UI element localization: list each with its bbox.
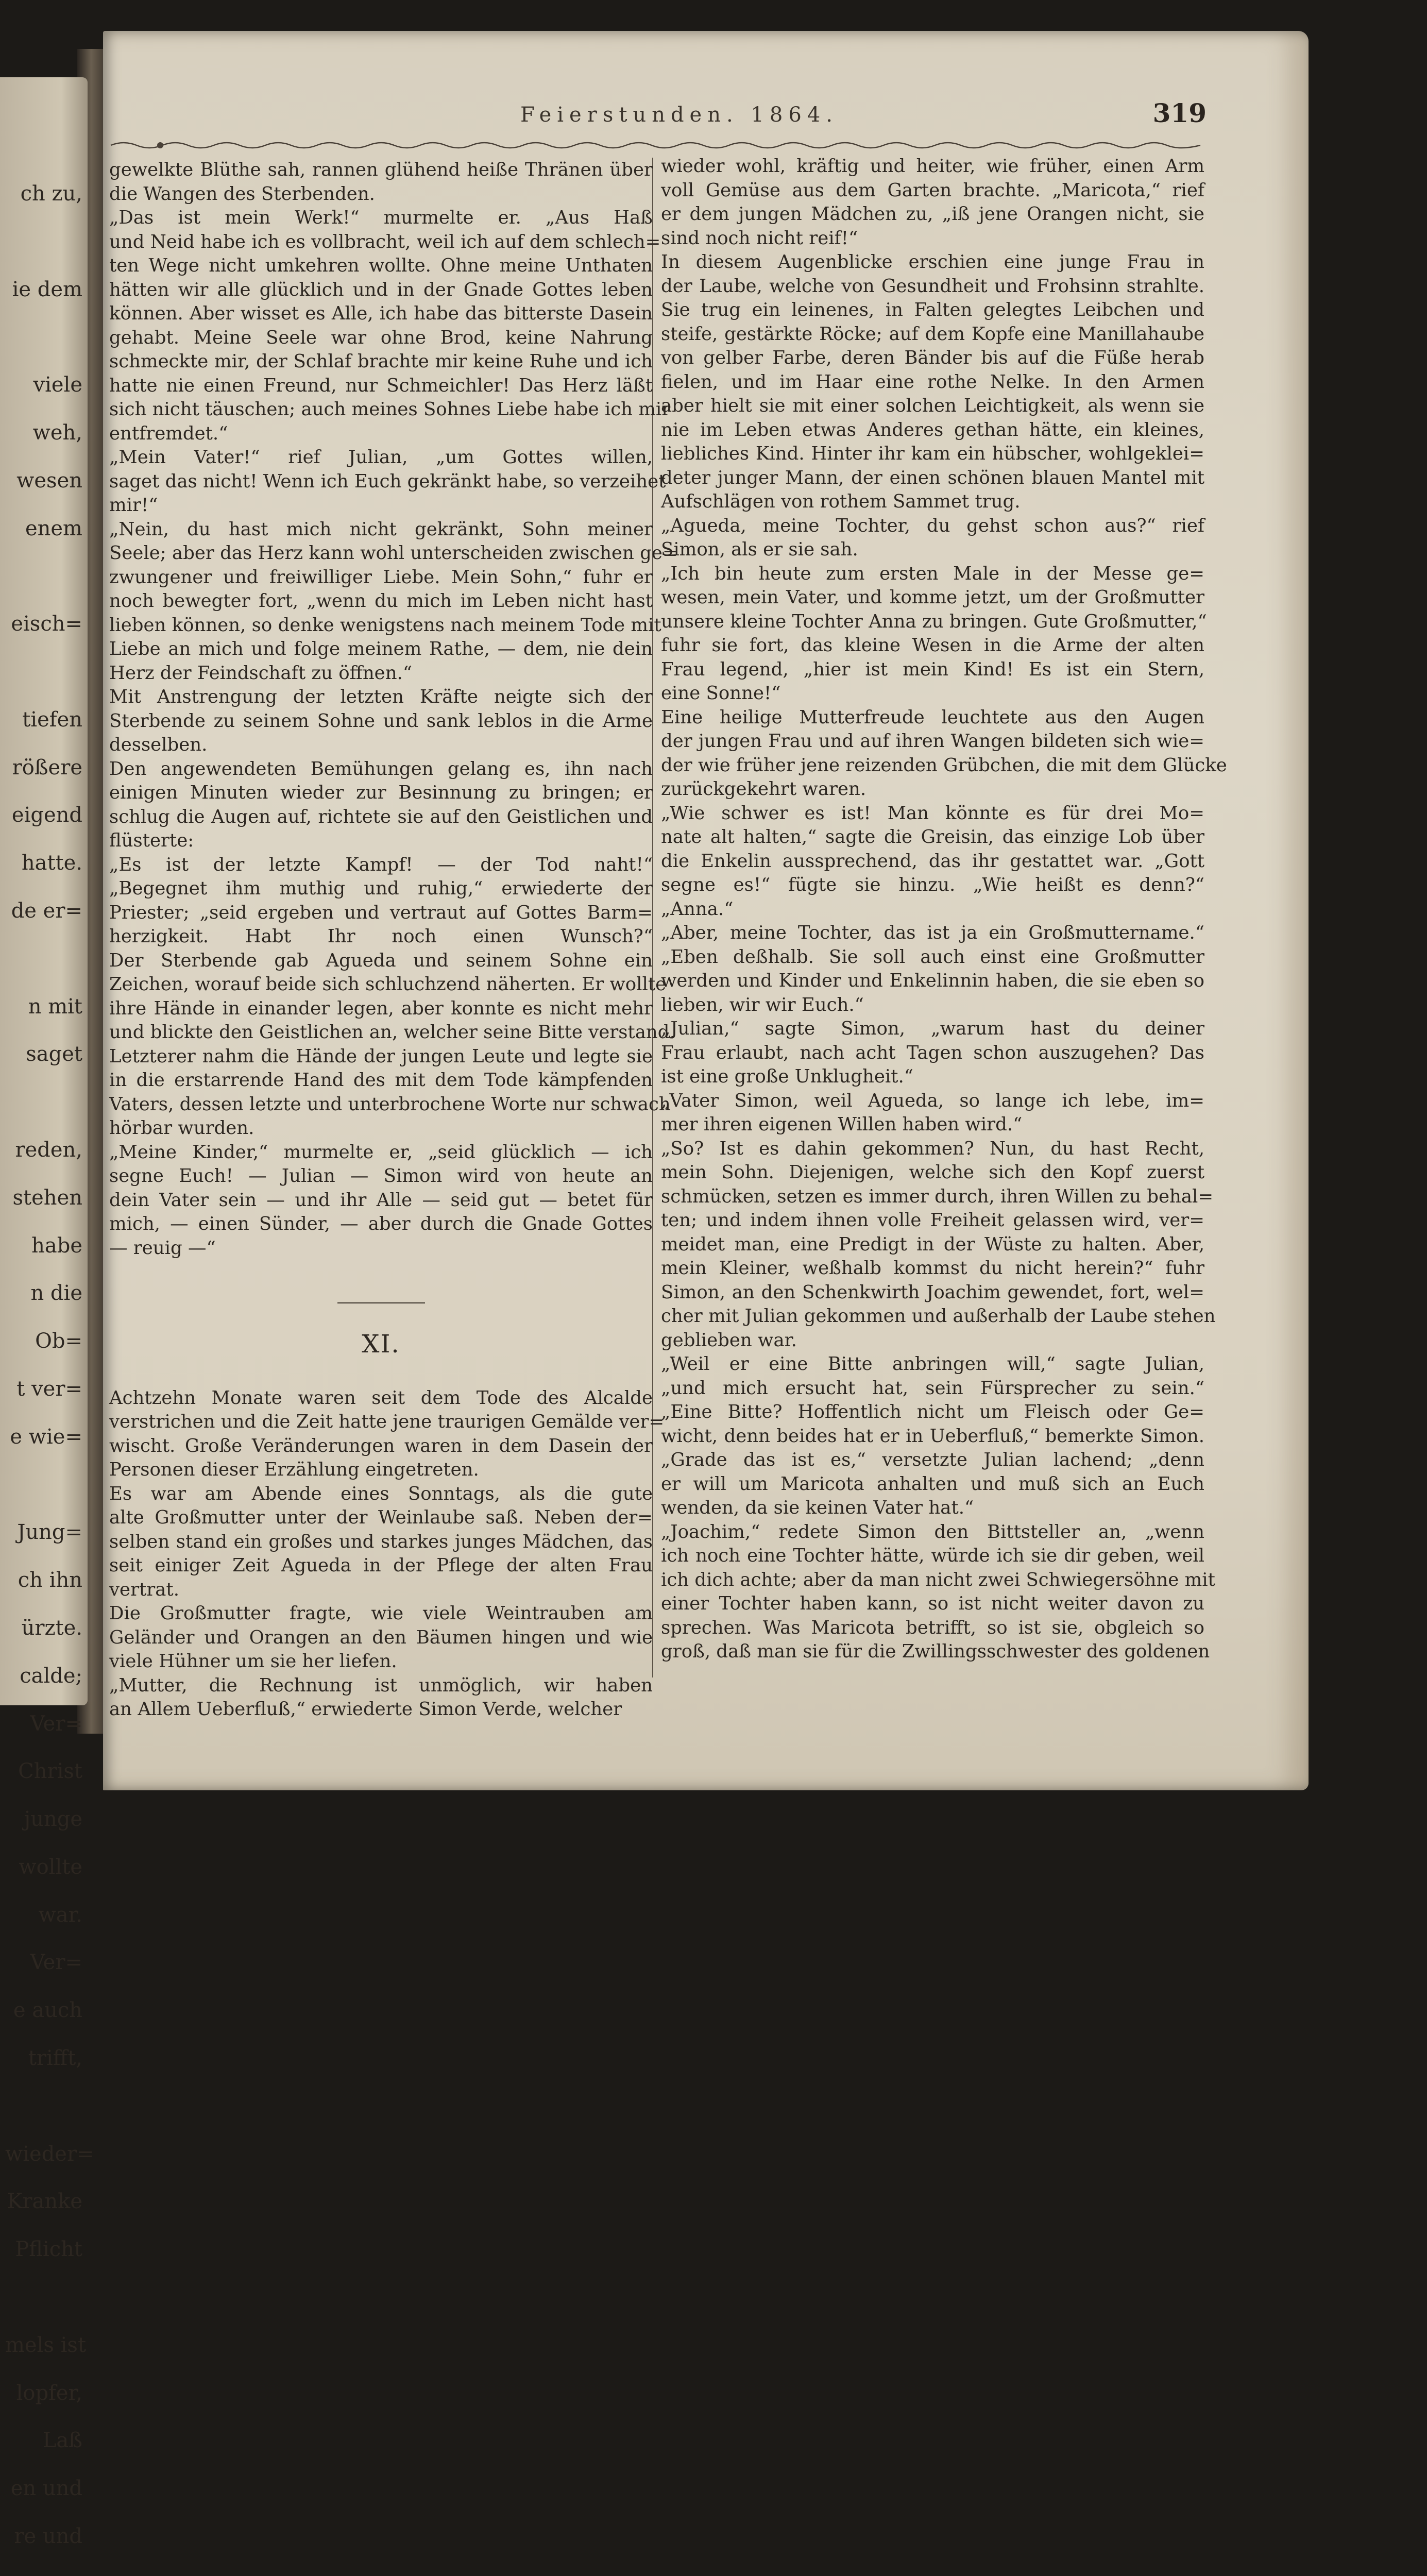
text-line: „Vater Simon, weil Agueda, so lange ich lebe, im=	[661, 1090, 1204, 1111]
previous-page-fragment: Ob=	[35, 1329, 82, 1353]
previous-page-fragment: en und	[10, 2477, 82, 2501]
previous-page-fragment: Christ	[18, 1759, 82, 1784]
text-line: desselben.	[109, 734, 208, 755]
running-header-title: Feierstunden. 1864.	[520, 103, 838, 127]
right-text-column	[661, 155, 1227, 1664]
previous-page-fragment: wesen	[16, 468, 82, 493]
previous-page-fragment: hatte.	[21, 851, 82, 875]
previous-page-fragment: ie dem	[12, 277, 82, 301]
text-line: mer ihren eigenen Willen haben wird.“	[661, 1114, 1023, 1135]
text-line: an Allem Ueberfluß,“ erwiederte Simon Verde, welcher	[109, 1699, 622, 1720]
text-line: herzigkeit. Habt Ihr noch einen Wunsch?“	[109, 926, 653, 947]
previous-page-fragment: ürzte.	[21, 1616, 82, 1640]
text-line: voll Gemüse aus dem Garten brachte. „Maricota,“ rief	[661, 179, 1204, 201]
text-line: gewelkte Blüthe sah, rannen glühend heiße Thränen über	[109, 159, 653, 180]
previous-page-fragment: e wie=	[10, 1425, 82, 1449]
text-line: Priester; „seid ergeben und vertraut auf Gottes Barm=	[109, 902, 653, 923]
text-line: mir!“	[109, 495, 158, 516]
text-line: zurückgekehrt waren.	[661, 778, 867, 800]
text-line: wicht, denn beides hat er in Ueberfluß,“ bemerkte Simon.	[661, 1425, 1204, 1447]
text-line: Es war am Abende eines Sonntags, als die gute	[109, 1483, 653, 1504]
text-line: „Eben deßhalb. Sie soll auch einst eine Großmutter	[661, 946, 1204, 968]
text-line: zwungener und freiwilliger Liebe. Mein Sohn,“ fuhr er	[109, 566, 653, 588]
previous-page-fragment: calde;	[20, 1664, 82, 1688]
previous-page-fragment: trifft,	[28, 2046, 82, 2071]
previous-page-fragment: Ver=	[30, 1711, 82, 1736]
text-line: „Anna.“	[661, 898, 734, 920]
text-line: können. Aber wisset es Alle, ich habe das bitterste Dasein	[109, 303, 653, 324]
text-line: und blickte den Geistlichen an, welcher seine Bitte verstand.	[109, 1022, 675, 1043]
text-line: noch bewegter fort, „wenn du mich im Leben nicht hast	[109, 590, 653, 612]
text-line: einigen Minuten wieder zur Besinnung zu bringen; er	[109, 782, 653, 803]
text-line: „Mein Vater!“ rief Julian, „um Gottes willen,	[109, 447, 653, 468]
text-line: „Weil er eine Bitte anbringen will,“ sagte Julian,	[661, 1353, 1204, 1375]
previous-page-fragment: e auch	[13, 1998, 82, 2023]
text-line: cher mit Julian gekommen und außerhalb der Laube stehen	[661, 1306, 1216, 1327]
text-line: sich nicht täuschen; auch meines Sohnes Liebe habe ich mir	[109, 399, 671, 420]
text-line: fielen, und im Haar eine rothe Nelke. In den Armen	[661, 371, 1204, 393]
text-line: schlug die Augen auf, richtete sie auf den Geistlichen und	[109, 806, 653, 827]
text-line: „und mich ersucht hat, sein Fürsprecher zu sein.“	[661, 1377, 1204, 1399]
previous-page-text	[5, 170, 94, 2576]
previous-page-fragment: reden,	[15, 1138, 82, 1162]
text-line: gehabt. Meine Seele war ohne Brod, keine Nahrung	[109, 327, 653, 348]
previous-page-edge	[0, 77, 94, 2549]
text-line: unsere kleine Tochter Anna zu bringen. Gute Großmutter,“	[661, 611, 1207, 632]
previous-page-fragment: re und	[14, 2524, 82, 2549]
text-line: „Begegnet ihm muthig und ruhig,“ erwiederte der	[109, 878, 653, 899]
text-line: seit einiger Zeit Agueda in der Pflege der alten Frau	[109, 1555, 653, 1576]
left-column-body	[109, 158, 678, 1260]
text-line: „Ich bin heute zum ersten Male in der Messe ge=	[661, 563, 1204, 584]
text-line: sind noch nicht reif!“	[661, 227, 858, 249]
text-line: ten; und indem ihnen volle Freiheit gelassen wird, ver=	[661, 1210, 1204, 1231]
text-line: steife, gestärkte Röcke; auf dem Kopfe eine Manillahaube	[661, 323, 1204, 345]
previous-page-fragment: ch zu,	[20, 182, 82, 206]
text-line: mich, — einen Sünder, — aber durch die Gnade Gottes	[109, 1213, 653, 1234]
text-line: entfremdet.“	[109, 422, 228, 444]
text-line: alte Großmutter unter der Weinlaube saß. Neben der=	[109, 1507, 653, 1528]
previous-page-fragment: habe	[31, 1233, 82, 1258]
text-line: hätten wir alle glücklich und in der Gnade Gottes leben	[109, 279, 653, 300]
previous-page-fragment: saget	[26, 1042, 82, 1066]
text-line: „Es ist der letzte Kampf! — der Tod naht!“	[109, 854, 653, 875]
section-heading: XI.	[362, 1330, 400, 1359]
text-line: segne es!“ fügte sie hinzu. „Wie heißt es denn?“	[661, 874, 1204, 895]
text-line: mein Sohn. Diejenigen, welche sich den Kopf zuerst	[661, 1162, 1204, 1183]
text-line: Zeichen, worauf beide sich schluchzend näherten. Er wollte	[109, 974, 667, 995]
previous-page-fragment: stehen	[12, 1185, 82, 1210]
text-line: viele Hühner um sie her liefen.	[109, 1651, 397, 1672]
text-line: Liebe an mich und folge meinem Rathe, — dem, nie dein	[109, 638, 653, 659]
text-line: werden und Kinder und Enkelinnin haben, die sie eben so	[661, 970, 1204, 991]
text-line: Eine heilige Mutterfreude leuchtete aus den Augen	[661, 706, 1204, 728]
text-line: hatte nie einen Freund, nur Schmeichler! Das Herz läßt	[109, 375, 653, 396]
text-line: Seele; aber das Herz kann wohl unterscheiden zwischen ge=	[109, 543, 678, 564]
text-line: groß, daß man sie für die Zwillingsschwester des goldenen	[661, 1641, 1210, 1662]
previous-page-fragment: Jung=	[17, 1520, 82, 1545]
text-line: Mit Anstrengung der letzten Kräfte neigte sich der	[109, 686, 653, 707]
text-line: segne Euch! — Julian — Simon wird von heute an	[109, 1165, 653, 1187]
text-line: Der Sterbende gab Agueda und seinem Sohne ein	[109, 950, 653, 971]
text-line: ist eine große Unklugheit.“	[661, 1066, 913, 1087]
text-line: lieben, wir wir Euch.“	[661, 994, 864, 1015]
previous-page-fragment	[5, 2082, 82, 2130]
text-line: Frau erlaubt, nach acht Tagen schon auszugehen? Das	[661, 1042, 1204, 1063]
text-line: die Wangen des Sterbenden.	[109, 183, 375, 205]
text-line: Geländer und Orangen an den Bäumen hingen und wie	[109, 1626, 653, 1648]
previous-page-fragment: war.	[38, 1903, 82, 1927]
left-text-column	[109, 158, 678, 1722]
previous-page-fragment	[5, 2561, 82, 2576]
text-line: wesen, mein Vater, und komme jetzt, um der Großmutter	[661, 587, 1204, 608]
text-line: flüsterte:	[109, 830, 194, 851]
text-line: „Wie schwer es ist! Man könnte es für drei Mo=	[661, 802, 1204, 824]
text-line: Personen dieser Erzählung eingetreten.	[109, 1459, 479, 1480]
previous-page-fragment: rößere	[12, 755, 82, 779]
text-line: aber hielt sie mit einer solchen Leichtigkeit, als wenn sie	[661, 395, 1204, 416]
previous-page-fragment: enem	[25, 516, 82, 540]
text-line: nate alt halten,“ sagte die Greisin, das einzige Lob über	[661, 826, 1204, 848]
previous-page-fragment: junge	[24, 1807, 82, 1832]
text-line: Sterbende zu seinem Sohne und sank leblos in die Arme	[109, 710, 653, 732]
text-line: meidet man, eine Predigt in der Wüste zu halten. Aber,	[661, 1233, 1204, 1255]
text-line: „Nein, du hast mich nicht gekränkt, Sohn meiner	[109, 518, 653, 540]
text-line: lieben können, so denke wenigstens nach meinem Tode mit	[109, 614, 661, 636]
text-line: Herz der Feindschaft zu öffnen.“	[109, 662, 412, 684]
text-line: einer Tochter haben kann, so ist nicht weiter davon zu	[661, 1593, 1204, 1614]
text-line: Die Großmutter fragte, wie viele Weintrauben am	[109, 1603, 653, 1624]
text-line: hörbar wurden.	[109, 1117, 254, 1139]
text-line: der wie früher jene reizenden Grübchen, die mit dem Glücke	[661, 754, 1227, 776]
text-line: vertrat.	[109, 1579, 179, 1600]
previous-page-fragment: tiefen	[22, 707, 82, 732]
text-line: selben stand ein großes und starkes junges Mädchen, das	[109, 1531, 653, 1552]
text-line: sprechen. Was Maricota betrifft, so ist sie, obgleich so	[661, 1617, 1204, 1638]
previous-page-fragment: n mit	[28, 994, 82, 1019]
text-line: wischt. Große Veränderungen waren in dem Dasein der	[109, 1435, 653, 1456]
text-line: „Eine Bitte? Hoffentlich nicht um Fleisch oder Ge=	[661, 1401, 1204, 1422]
text-line: der jungen Frau und auf ihren Wangen bildeten sich wie=	[661, 731, 1204, 752]
text-line: „Joachim,“ redete Simon den Bittsteller an, „wenn	[661, 1521, 1204, 1543]
text-line: In diesem Augenblicke erschien eine junge Frau in	[661, 251, 1204, 273]
previous-page-fragment: eigend	[11, 803, 82, 827]
previous-page-fragment: Laß	[42, 2429, 82, 2453]
text-line: Letzterer nahm die Hände der jungen Leute und legte sie	[109, 1045, 653, 1067]
left-column-body-after	[109, 1386, 665, 1722]
text-line: deter junger Mann, der einen schönen blauen Mantel mit	[661, 467, 1204, 488]
previous-page-fragment: eisch=	[11, 612, 82, 636]
text-line: Aufschlägen von rothem Sammet trug.	[661, 491, 1021, 512]
text-line: geblieben war.	[661, 1329, 797, 1351]
text-line: — reuig —“	[109, 1237, 216, 1259]
right-column-body	[661, 155, 1227, 1664]
text-line: ich dich achte; aber da man nicht zwei Schwiegersöhne mit	[661, 1569, 1215, 1590]
previous-page-fragment	[5, 1078, 82, 1126]
previous-page-fragment: Ver=	[30, 1951, 82, 1975]
text-line: mein Kleiner, weßhalb kommst du nicht herein?“ fuhr	[661, 1258, 1204, 1279]
previous-page-fragment: ch ihn	[18, 1568, 82, 1592]
previous-page-fragment: weh,	[32, 420, 82, 445]
text-line: der Laube, welche von Gesundheit und Frohsinn strahlte.	[661, 275, 1204, 297]
text-line: wieder wohl, kräftig und heiter, wie früher, einen Arm	[661, 156, 1204, 177]
previous-page-fragment: wieder=	[5, 2142, 94, 2166]
text-line: „Meine Kinder,“ murmelte er, „seid glücklich — ich	[109, 1141, 653, 1163]
previous-page-fragment	[5, 218, 82, 266]
text-line: „Agueda, meine Tochter, du gehst schon aus?“ rief	[661, 515, 1204, 536]
previous-page-fragment	[5, 313, 82, 361]
text-line: „Mutter, die Rechnung ist unmöglich, wir haben	[109, 1674, 653, 1696]
previous-page-fragment: lopfer,	[16, 2381, 82, 2405]
text-line: Frau legend, „hier ist mein Kind! Es ist ein Stern,	[661, 658, 1204, 680]
text-line: ten Wege nicht umkehren wollte. Ohne meine Unthaten	[109, 255, 653, 276]
previous-page-fragment: de er=	[11, 899, 82, 923]
text-line: „Das ist mein Werk!“ murmelte er. „Aus Haß	[109, 207, 653, 228]
text-line: Sie trug ein leinenes, in Falten gelegtes Leibchen und	[661, 299, 1204, 320]
text-line: ich noch eine Tochter hätte, würde ich sie dir geben, weil	[661, 1545, 1204, 1566]
section-divider-rule	[337, 1302, 425, 1303]
text-line: Simon, an den Schenkwirth Joachim gewendet, fort, wel=	[661, 1281, 1204, 1303]
text-line: „Grade das ist es,“ versetzte Julian lachend; „denn	[661, 1449, 1204, 1470]
text-line: saget das nicht! Wenn ich Euch gekränkt habe, so verzeihet	[109, 470, 666, 492]
previous-page-fragment	[5, 2274, 82, 2321]
text-line: in die erstarrende Hand des mit dem Tode kämpfenden	[109, 1070, 653, 1091]
previous-page-fragment	[5, 935, 82, 983]
previous-page-fragment: Kranke	[7, 2190, 82, 2214]
previous-page-fragment: t ver=	[16, 1377, 82, 1401]
previous-page-fragment: viele	[33, 373, 82, 397]
text-line: „Aber, meine Tochter, das ist ja ein Großmuttername.“	[661, 922, 1204, 943]
text-line: liebliches Kind. Hinter ihr kam ein hübscher, wohlgeklei=	[661, 443, 1204, 464]
text-line: Vaters, dessen letzte und unterbrochene Worte nur schwach	[109, 1093, 671, 1115]
previous-page-fragment	[5, 648, 82, 696]
text-line: ihre Hände in einander legen, aber konnte es nicht mehr	[109, 997, 653, 1019]
previous-page-fragment	[5, 1461, 82, 1509]
text-line: „So? Ist es dahin gekommen? Nun, du hast Recht,	[661, 1138, 1204, 1159]
text-line: Simon, als er sie sah.	[661, 539, 858, 560]
text-line: er dem jungen Mädchen zu, „iß jene Orangen nicht, sie	[661, 204, 1204, 225]
text-line: verstrichen und die Zeit hatte jene traurigen Gemälde ver=	[109, 1411, 665, 1432]
text-line: und Neid habe ich es vollbracht, weil ich auf dem schlech=	[109, 231, 661, 252]
text-line: nie im Leben etwas Anderes gethan hätte, ein kleines,	[661, 419, 1204, 440]
header-ornamental-rule	[111, 135, 1200, 156]
text-line: eine Sonne!“	[661, 683, 781, 704]
text-line: Achtzehn Monate waren seit dem Tode des Alcalde	[109, 1387, 653, 1409]
text-line: dein Vater sein — und ihr Alle — seid gut — betet für	[109, 1189, 653, 1211]
text-line: wenden, da sie keinen Vater hat.“	[661, 1497, 974, 1518]
text-line: schmeckte mir, der Schlaf brachte mir keine Ruhe und ich	[109, 351, 653, 372]
previous-page-fragment: mels ist	[5, 2333, 87, 2357]
page-number: 319	[1152, 98, 1207, 128]
text-line: er will um Maricota anhalten und muß sich an Euch	[661, 1473, 1204, 1495]
previous-page-fragment: n die	[30, 1281, 82, 1306]
text-line: schmücken, setzen es immer durch, ihren Willen zu behal=	[661, 1185, 1214, 1207]
previous-page-fragment: Pflicht	[15, 2238, 82, 2262]
previous-page-fragment	[5, 552, 82, 600]
text-line: „Julian,“ sagte Simon, „warum hast du deiner	[661, 1018, 1204, 1039]
text-line: Den angewendeten Bemühungen gelang es, ihn nach	[109, 758, 653, 779]
previous-page-fragment: wollte	[19, 1855, 82, 1879]
text-line: von gelber Farbe, deren Bänder bis auf die Füße herab	[661, 347, 1204, 368]
text-line: fuhr sie fort, das kleine Wesen in die Arme der alten	[661, 635, 1204, 656]
text-line: die Enkelin aussprechend, das ihr gestattet war. „Gott	[661, 850, 1204, 872]
